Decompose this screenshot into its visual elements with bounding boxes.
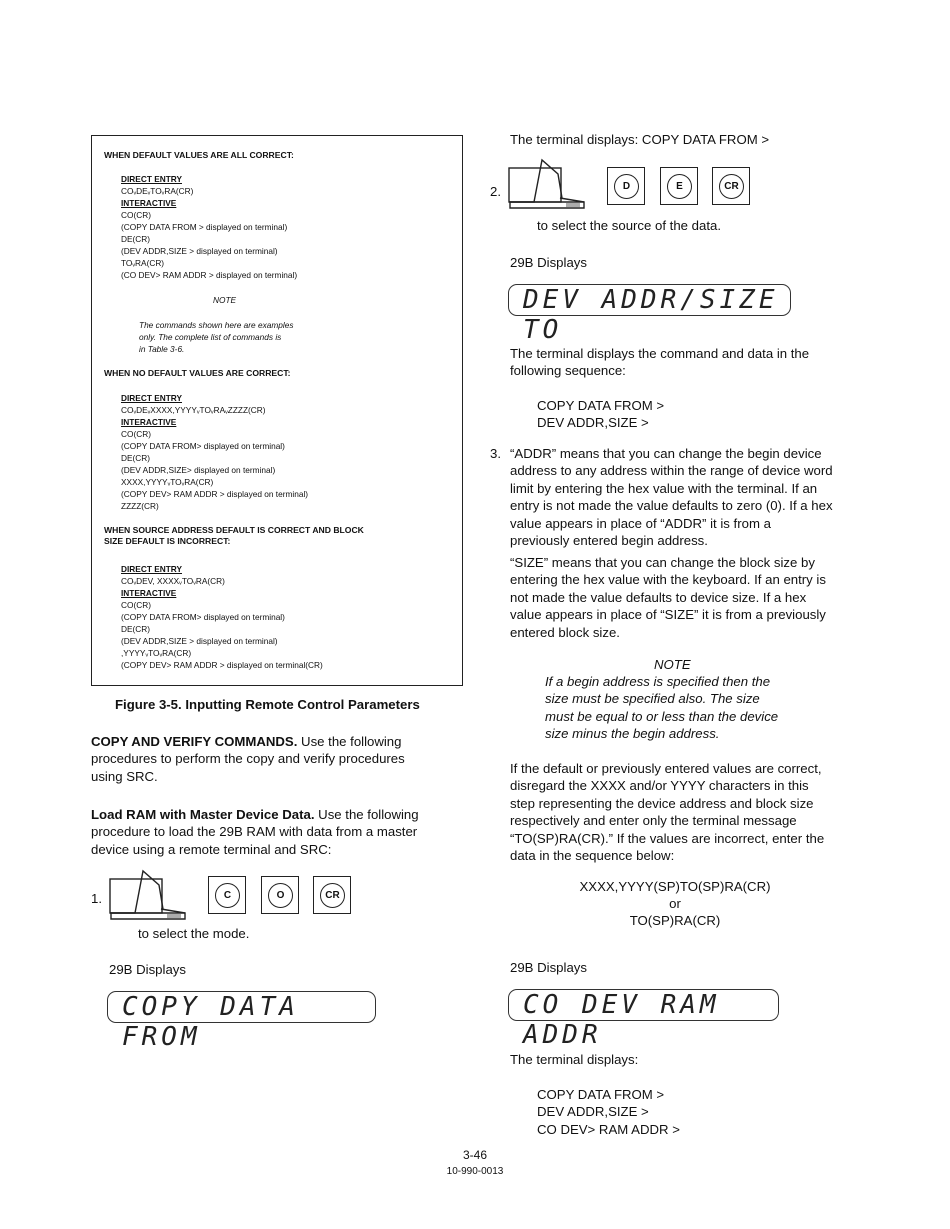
key-c-label: C [215, 883, 240, 908]
note-line: must be equal to or less than the device [545, 708, 779, 724]
fig-line: DE(CR) [121, 624, 151, 634]
sequence-intro [510, 345, 809, 380]
lcd-display-copy-data-from: COPY DATA FROM [107, 991, 376, 1023]
fig-line: CO(CR) [121, 210, 151, 220]
fig-line: (COPY DEV> RAM ADDR > displayed on terminal(CR) [121, 660, 323, 670]
fig-heading-none-correct: WHEN NO DEFAULT VALUES ARE CORRECT: [104, 368, 291, 378]
figure-caption: Figure 3-5. Inputting Remote Control Parameters [115, 697, 420, 712]
fig-note-line: in Table 3-6. [139, 344, 185, 354]
fig-direct-entry-label: DIRECT ENTRY [121, 174, 182, 184]
fig-heading-source-correct-2: SIZE DEFAULT IS INCORRECT: [104, 536, 231, 546]
note-line: size minus the begin address. [545, 726, 720, 742]
fig-line: XXXX,YYYYᵥTOᵥRA(CR) [121, 477, 214, 487]
note-line: If a begin address is specified then the [545, 674, 771, 689]
copy-verify-text: using SRC. [91, 768, 158, 784]
displays-label-right-2: 29B Displays [510, 960, 587, 975]
addr-line: previously entered begin address. [510, 533, 708, 549]
fig-heading-source-correct: WHEN SOURCE ADDRESS DEFAULT IS CORRECT AND BLOCK [104, 525, 364, 535]
size-line: entered block size. [510, 624, 620, 640]
fig-direct-entry-label: DIRECT ENTRY [121, 564, 182, 574]
fig-interactive-label: INTERACTIVE [121, 417, 177, 427]
final-item: CO DEV> RAM ADDR > [537, 1121, 680, 1137]
sequence-intro-line: following sequence: [510, 363, 626, 379]
addr-line: address to any address within the range of device word [510, 463, 833, 479]
step-1-text: to select the mode. [138, 926, 250, 941]
page-number: 3-46 [462, 1148, 488, 1162]
size-line: not made the value defaults to device size. If a hex [510, 589, 807, 605]
copy-verify-text: procedures to perform the copy and verify procedures [91, 751, 405, 767]
step-3-number: 3. [490, 446, 501, 461]
note-title: NOTE [654, 657, 691, 672]
addr-paragraph [510, 445, 833, 549]
key-cr-label: CR [719, 174, 744, 199]
size-line: “SIZE” means that you can change the block size by [510, 555, 815, 570]
fig-line: (COPY DATA FROM > displayed on terminal) [121, 222, 288, 232]
fig-line: ZZZZ(CR) [121, 501, 159, 511]
fig-line: COᵥDEᵥTOᵥRA(CR) [121, 186, 194, 196]
copy-verify-heading: COPY AND VERIFY COMMANDS. [91, 734, 298, 749]
load-ram-paragraph [91, 806, 461, 858]
note-body [545, 673, 778, 743]
default-line: data in the sequence below: [510, 848, 675, 864]
fig-line: (CO DEV> RAM ADDR > displayed on terminal) [121, 270, 298, 280]
sequence-list [537, 397, 664, 432]
key-e-label: E [667, 174, 692, 199]
key-o[interactable] [261, 876, 299, 914]
load-ram-heading: Load RAM with Master Device Data. [91, 807, 315, 822]
fig-note-line: only. The complete list of commands is [139, 332, 282, 342]
fig-heading-all-correct: WHEN DEFAULT VALUES ARE ALL CORRECT: [104, 150, 294, 160]
copy-verify-text: Use the following [297, 734, 402, 749]
key-d[interactable] [607, 167, 645, 205]
default-line: step representing the device address and block size [510, 795, 814, 811]
fig-line: COᵥDEᵥXXXX,YYYYᵥTOᵥRAᵥZZZZ(CR) [121, 405, 266, 415]
default-line: “TO(SP)RA(CR).” If the values are incorrect, enter the [510, 830, 825, 846]
key-o-label: O [268, 883, 293, 908]
addr-line: limit by entering the hex value with the terminal. If an [510, 480, 818, 496]
displays-label-right-1: 29B Displays [510, 255, 587, 270]
default-paragraph [510, 760, 824, 864]
default-line: respectively and enter only the terminal message [510, 813, 797, 829]
entry-sequence [510, 878, 840, 929]
document-number: 10-990-0013 [446, 1166, 504, 1177]
fig-interactive-label: INTERACTIVE [121, 588, 177, 598]
step-2-text: to select the source of the data. [537, 218, 722, 233]
key-e[interactable] [660, 167, 698, 205]
lcd-display-dev-addr-size: DEV ADDR/SIZE TO [508, 284, 791, 316]
fig-line: (COPY DATA FROM> displayed on terminal) [121, 612, 285, 622]
default-line: If the default or previously entered values are correct, [510, 761, 822, 776]
fig-line: (DEV ADDR,SIZE> displayed on terminal) [121, 465, 276, 475]
load-ram-text: procedure to load the 29B RAM with data from a master [91, 824, 418, 840]
fig-line: DE(CR) [121, 234, 151, 244]
fig-line: ,YYYYᵥTOᵥRA(CR) [121, 648, 192, 658]
fig-line: DE(CR) [121, 453, 151, 463]
terminal-icon [109, 869, 187, 925]
default-line: disregard the XXXX and/or YYYY characters in this [510, 778, 809, 794]
fig-line: CO(CR) [121, 600, 151, 610]
step-1-number: 1. [91, 891, 102, 906]
entry-or: or [669, 896, 681, 911]
sequence-item: COPY DATA FROM > [537, 398, 665, 413]
key-c[interactable] [208, 876, 246, 914]
final-sequence [537, 1086, 680, 1138]
fig-line: (COPY DATA FROM> displayed on terminal) [121, 441, 285, 451]
fig-line: TOᵥRA(CR) [121, 258, 165, 268]
fig-line: COᵥDEV, XXXXᵥTOᵥRA(CR) [121, 576, 225, 586]
addr-line: entry is not made the value defaults to zero (0). If a hex [510, 498, 833, 514]
fig-note-line: The commands shown here are examples [139, 320, 294, 330]
load-ram-text: Use the following [314, 807, 419, 822]
key-cr[interactable] [712, 167, 750, 205]
step-2-number: 2. [490, 184, 501, 199]
key-cr-label: CR [320, 883, 345, 908]
size-line: value appears in place of “SIZE” it is from a previously [510, 607, 826, 623]
load-ram-text: device using a remote terminal and SRC: [91, 841, 332, 857]
fig-interactive-label: INTERACTIVE [121, 198, 177, 208]
sequence-item: DEV ADDR,SIZE > [537, 415, 649, 431]
entry-line: TO(SP)RA(CR) [629, 913, 721, 928]
sequence-intro-line: The terminal displays the command and data in the [510, 346, 810, 361]
fig-note-title: NOTE [213, 295, 237, 305]
key-d-label: D [614, 174, 639, 199]
final-item: COPY DATA FROM > [537, 1087, 665, 1102]
fig-line: CO(CR) [121, 429, 151, 439]
size-line: entering the hex value with the keyboard. If an entry is [510, 572, 826, 588]
fig-direct-entry-label: DIRECT ENTRY [121, 393, 182, 403]
size-paragraph [510, 554, 826, 641]
copy-verify-paragraph [91, 733, 461, 785]
key-cr[interactable] [313, 876, 351, 914]
fig-line: (DEV ADDR,SIZE > displayed on terminal) [121, 246, 278, 256]
terminal-displays-text: The terminal displays: COPY DATA FROM > [510, 132, 770, 147]
entry-line: XXXX,YYYY(SP)TO(SP)RA(CR) [579, 879, 771, 894]
final-item: DEV ADDR,SIZE > [537, 1104, 649, 1120]
addr-line: value appears in place of “ADDR” it is from a [510, 515, 771, 531]
displays-label-left: 29B Displays [109, 962, 186, 977]
fig-line: (DEV ADDR,SIZE > displayed on terminal) [121, 636, 278, 646]
fig-line: (COPY DEV> RAM ADDR > displayed on terminal) [121, 489, 309, 499]
terminal-icon [508, 158, 586, 214]
note-line: size must be specified also. The size [545, 691, 760, 707]
terminal-displays-final: The terminal displays: [510, 1052, 639, 1067]
addr-line: “ADDR” means that you can change the begin device [510, 446, 822, 461]
lcd-display-co-dev-ram-addr: CO DEV RAM ADDR [508, 989, 779, 1021]
